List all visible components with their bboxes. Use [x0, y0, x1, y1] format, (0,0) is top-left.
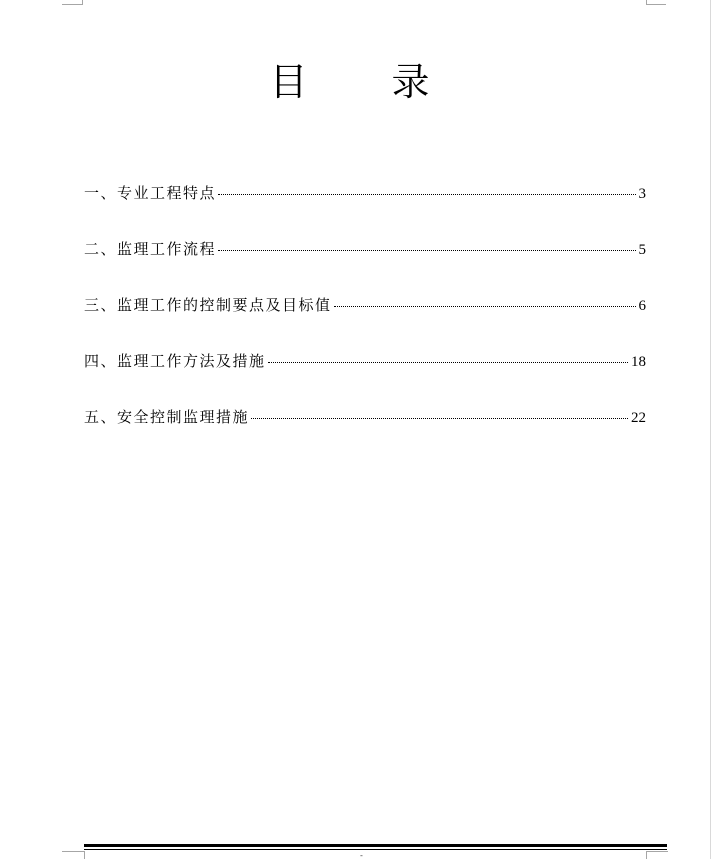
toc-leader-dots — [334, 306, 636, 307]
crop-mark-top-right — [646, 4, 666, 5]
toc-entry[interactable] — [84, 350, 646, 406]
crop-mark-top-left-vertical — [82, 0, 83, 5]
toc-entry-label: 四、监理工作方法及措施 — [84, 352, 266, 370]
toc-entry[interactable] — [84, 182, 646, 238]
toc-entry-page: 18 — [631, 354, 646, 370]
toc-entry-label: 一、专业工程特点 — [84, 184, 217, 202]
toc-leader-dots — [218, 250, 635, 251]
toc-entry[interactable] — [84, 238, 646, 294]
footer-page-number: - — [360, 852, 363, 859]
crop-mark-top-right-vertical — [646, 0, 647, 5]
toc-entry-page: 5 — [638, 242, 646, 258]
crop-mark-top-left — [62, 4, 82, 5]
page-title: 目 录 — [269, 60, 466, 104]
footer-rule-thin — [84, 849, 667, 850]
footer-rule — [84, 844, 667, 847]
toc-leader-dots — [251, 418, 628, 419]
toc-entry-page: 6 — [638, 298, 646, 314]
page-edge — [710, 0, 711, 859]
toc-entry-label: 二、监理工作流程 — [84, 240, 217, 258]
toc-leader-dots — [268, 362, 628, 363]
toc-leader-dots — [218, 194, 635, 195]
toc-entry-page: 22 — [631, 410, 646, 426]
crop-mark-bottom-right — [646, 851, 668, 852]
crop-mark-bottom-left-vertical — [84, 851, 85, 859]
toc-entry[interactable] — [84, 406, 646, 462]
toc-entry-page: 3 — [638, 186, 646, 202]
crop-mark-bottom-left — [62, 851, 84, 852]
toc-entry[interactable] — [84, 294, 646, 350]
crop-mark-bottom-right-vertical — [646, 851, 647, 859]
table-of-contents — [84, 182, 646, 462]
toc-entry-label: 三、监理工作的控制要点及目标值 — [84, 296, 332, 314]
toc-entry-label: 五、安全控制监理措施 — [84, 408, 250, 426]
